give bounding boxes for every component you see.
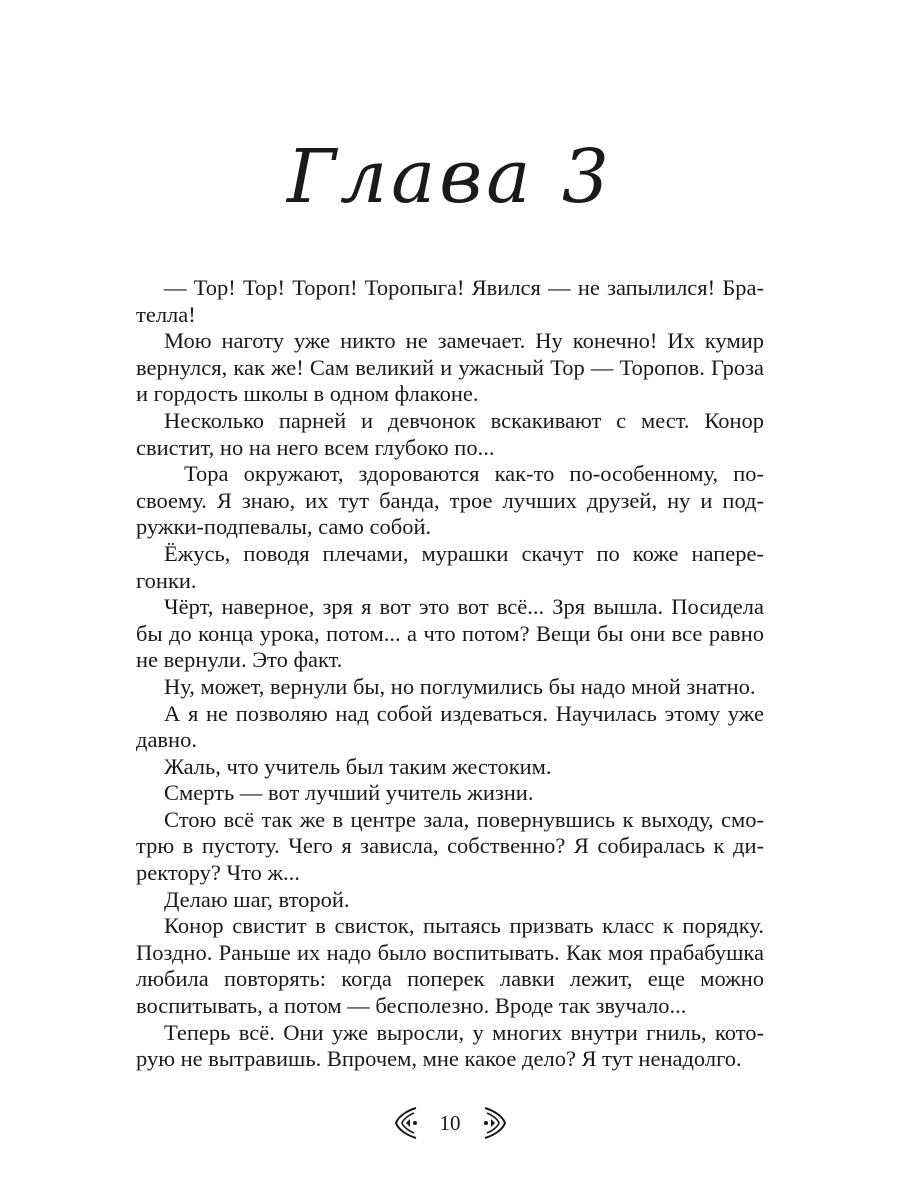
ornament-left-icon xyxy=(394,1105,418,1141)
paragraph: Тора окружают, здороваются как-то по-особенному, по-своему. Я знаю, их тут банда, трое лучших друзей, ну и подружки-подпевалы, само собой. xyxy=(136,461,764,540)
paragraph: Ну, может, вернули бы, но поглумились бы надо мной знатно. xyxy=(164,673,756,699)
paragraph: — Тор! Тор! Тороп! Торопыга! Явился — не запылился! Брателла! xyxy=(136,275,764,327)
paragraph: А я не позволяю над собой издеваться. Научилась этому уже давно. xyxy=(136,700,764,753)
paragraph: Жаль, что учитель был таким жестоким. xyxy=(164,753,552,779)
chapter-title: Глава 3 xyxy=(286,134,614,220)
chapter-body xyxy=(136,275,764,1073)
paragraph: Делаю шаг, второй. xyxy=(164,886,350,912)
paragraph: Теперь всё. Они уже выросли, у многих внутри гниль, которую не вытравишь. Впрочем, мне какое дело? Я тут ненадолго. xyxy=(136,1019,764,1072)
paragraph: Ёжусь, поводя плечами, мурашки скачут по коже наперегонки. xyxy=(136,540,764,593)
paragraph: Конор свистит в свисток, пытаясь призвать класс к порядку. Поздно. Раньше их надо было воспитывать. Как моя прабабушка любила повторять: когда поперек лавки лежит, еще можно воспитывать, а потом — бесполезно. Вроде так звучало... xyxy=(136,913,764,1019)
paragraph: Смерть — вот лучший учитель жизни. xyxy=(164,780,534,806)
paragraph: Чёрт, наверное, зря я вот это вот всё... Зря вышла. Посидела бы до конца урока, потом... а что потом? Вещи бы они все равно не вернули. Это факт. xyxy=(136,594,764,673)
ornament-right-icon xyxy=(483,1105,507,1141)
paragraph: Несколько парней и девчонок вскакивают с мест. Конор свистит, но на него всем глубоко по... xyxy=(136,407,764,460)
paragraph: Стою всё так же в центре зала, повернувшись к выходу, смотрю в пустоту. Чего я зависла, собственно? Я собиралась к директору? Что ж... xyxy=(136,806,764,886)
page-number: 10 xyxy=(439,1110,461,1135)
paragraph: Мою наготу уже никто не замечает. Ну конечно! Их кумир вернулся, как же! Сам великий и ужасный Тор — Торопов. Гроза и гордость школы в одном флаконе. xyxy=(136,328,764,407)
page-footer xyxy=(0,1103,900,1143)
